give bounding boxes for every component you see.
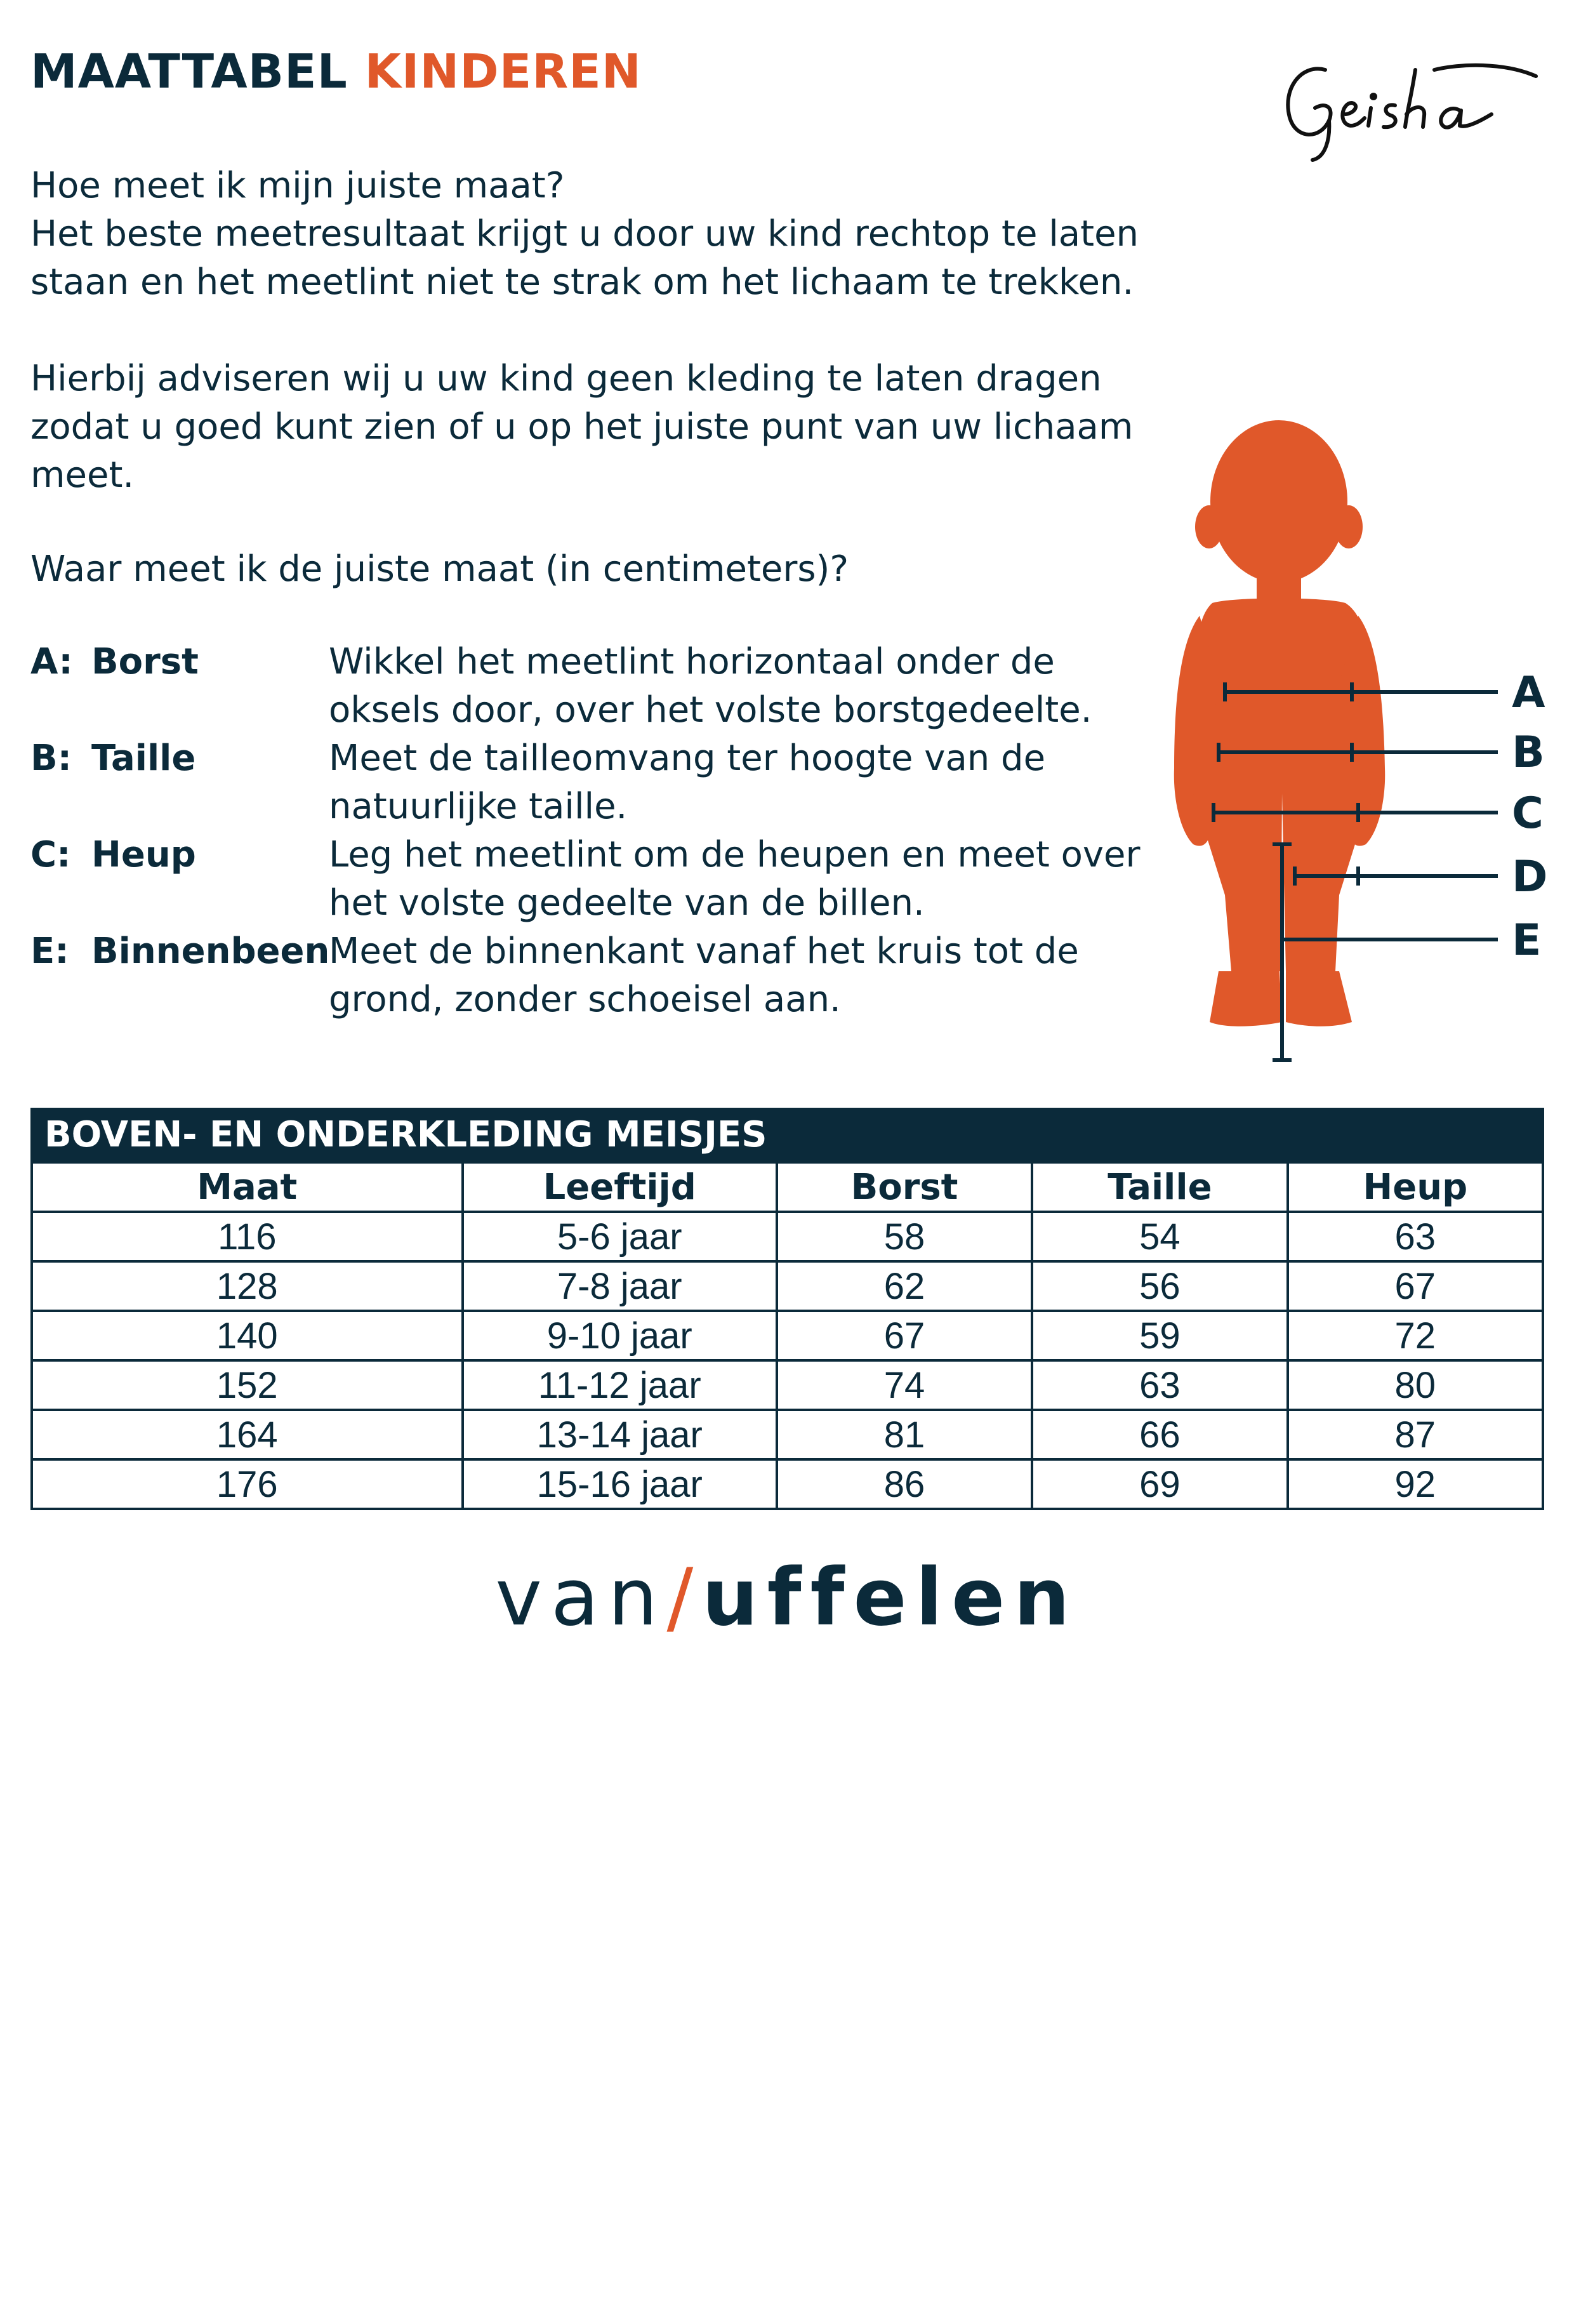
child-measurement-figure [1155, 413, 1549, 1079]
table-row [32, 1212, 1543, 1261]
measurement-description: Meet de binnenkant vanaf het kruis tot de grond, zonder schoeisel aan. [329, 931, 1079, 1020]
measurement-description: Leg het meetlint om de heupen en meet over het volste gedeelte van de billen. [329, 834, 1141, 924]
table-cell: 58 [777, 1212, 1032, 1261]
column-header: Maat [32, 1162, 463, 1212]
table-cell: 15-16 jaar [463, 1459, 777, 1509]
measurement-letter: C: [30, 834, 71, 875]
table-header-row [32, 1162, 1543, 1212]
van-uffelen-logo [0, 1552, 1574, 1643]
measurement-name: Binnenbeen [91, 931, 330, 972]
table-cell: 63 [1288, 1212, 1543, 1261]
figure-label-b: B [1512, 727, 1545, 778]
figure-label-e: E [1512, 915, 1542, 966]
measurement-name: Heup [91, 834, 196, 875]
table-cell: 152 [32, 1360, 463, 1410]
table-cell: 72 [1288, 1311, 1543, 1360]
table-cell: 13-14 jaar [463, 1410, 777, 1459]
child-silhouette [1174, 420, 1385, 1026]
geisha-logo-mark [1276, 44, 1549, 165]
table-cell: 69 [1032, 1459, 1287, 1509]
column-header: Heup [1288, 1162, 1543, 1212]
table-cell: 66 [1032, 1410, 1287, 1459]
size-table [30, 1108, 1544, 1510]
title-accent: KINDEREN [364, 44, 642, 99]
table-cell: 116 [32, 1212, 463, 1261]
brand-part-2: uffelen [702, 1552, 1079, 1643]
brand-slash: / [666, 1552, 703, 1643]
table-cell: 176 [32, 1459, 463, 1509]
table-cell: 81 [777, 1410, 1032, 1459]
child-silhouette-diagram [1155, 413, 1549, 1079]
table-cell: 56 [1032, 1261, 1287, 1311]
measurement-item-taille [30, 734, 1141, 831]
intro-question-1: Hoe meet ik mijn juiste maat? [30, 165, 565, 206]
measurement-list [30, 638, 1141, 1024]
figure-label-c: C [1512, 788, 1544, 839]
size-table-grid [30, 1161, 1544, 1510]
measurement-name: Taille [91, 738, 196, 779]
measurement-name: Borst [91, 641, 199, 682]
table-cell: 87 [1288, 1410, 1543, 1459]
table-cell: 62 [777, 1261, 1032, 1311]
column-header: Leeftijd [463, 1162, 777, 1212]
figure-label-d: D [1512, 852, 1548, 902]
measurement-letter: B: [30, 738, 72, 779]
figure-label-a: A [1512, 668, 1545, 718]
table-row [32, 1360, 1543, 1410]
table-cell: 67 [777, 1311, 1032, 1360]
intro-paragraph-2: Hierbij adviseren wij u uw kind geen kleding te laten dragen zodat u goed kunt zien of u op het juiste punt van uw lichaam meet. [30, 358, 1134, 496]
table-cell: 54 [1032, 1212, 1287, 1261]
measurement-letter: A: [30, 641, 73, 682]
title-main: MAATTABEL [30, 44, 348, 99]
table-cell: 63 [1032, 1360, 1287, 1410]
measurement-item-heup [30, 831, 1141, 927]
table-cell: 140 [32, 1311, 463, 1360]
column-header: Taille [1032, 1162, 1287, 1212]
geisha-logo [1276, 44, 1549, 165]
page-title [30, 44, 642, 99]
table-cell: 164 [32, 1410, 463, 1459]
table-cell: 92 [1288, 1459, 1543, 1509]
table-heading: BOVEN- EN ONDERKLEDING MEISJES [30, 1108, 1544, 1161]
table-cell: 67 [1288, 1261, 1543, 1311]
measurement-item-binnenbeen [30, 927, 1141, 1024]
intro-paragraph-1: Het beste meetresultaat krijgt u door uw kind rechtop te laten staan en het meetlint niet te strak om het lichaam te trekken. [30, 213, 1139, 303]
table-row [32, 1410, 1543, 1459]
table-cell: 86 [777, 1459, 1032, 1509]
measurement-description: Meet de tailleomvang ter hoogte van de natuurlijke taille. [329, 738, 1046, 827]
measurement-item-borst [30, 638, 1141, 734]
table-cell: 80 [1288, 1360, 1543, 1410]
measurement-letter: E: [30, 931, 69, 972]
table-row [32, 1261, 1543, 1311]
table-cell: 74 [777, 1360, 1032, 1410]
intro-question-2: Waar meet ik de juiste maat (in centimeters)? [30, 548, 849, 590]
table-cell: 9-10 jaar [463, 1311, 777, 1360]
table-cell: 128 [32, 1261, 463, 1311]
table-row [32, 1311, 1543, 1360]
table-cell: 59 [1032, 1311, 1287, 1360]
column-header: Borst [777, 1162, 1032, 1212]
brand-part-1: van [495, 1552, 667, 1643]
table-row [32, 1459, 1543, 1509]
table-cell: 5-6 jaar [463, 1212, 777, 1261]
table-cell: 11-12 jaar [463, 1360, 777, 1410]
measurement-description: Wikkel het meetlint horizontaal onder de oksels door, over het volste borstgedeelte. [329, 641, 1092, 731]
table-cell: 7-8 jaar [463, 1261, 777, 1311]
